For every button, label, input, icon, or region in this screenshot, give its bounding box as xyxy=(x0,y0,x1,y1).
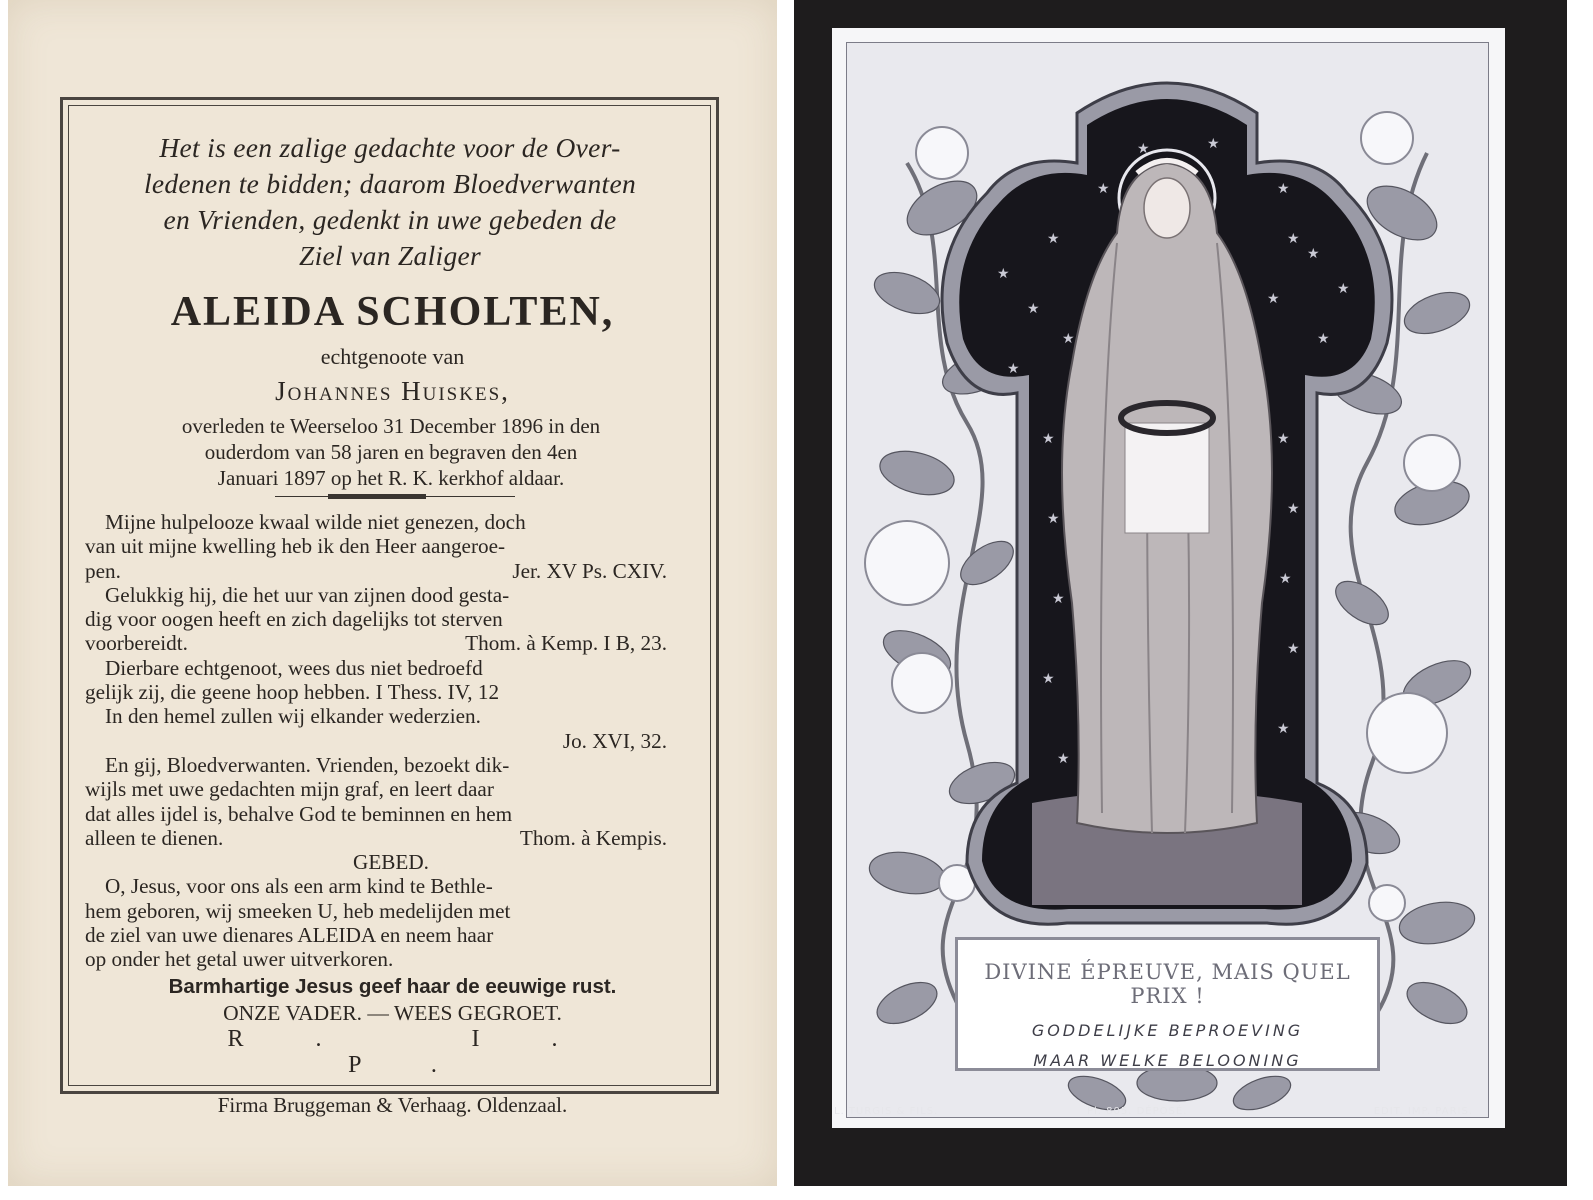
verse-reference: Jo. XVI, 32. xyxy=(562,728,667,753)
verse-line xyxy=(85,680,697,704)
verse-text: Gelukkig hij, die het uur van zijnen dood gesta- xyxy=(105,582,510,607)
intro-line: Ziel van Zaliger xyxy=(298,240,482,271)
verse-line xyxy=(85,631,697,655)
printer-imprint: Firma Bruggeman & Verhaag. Oldenzaal. xyxy=(217,1093,568,1117)
rip: R. I. P. xyxy=(227,1026,630,1078)
publisher-right: EDIT. IMP. PARIS. xyxy=(1373,1106,1473,1117)
svg-text:★: ★ xyxy=(1097,181,1110,197)
motto-dutch-line-2: MAAR WELKE BELOONING xyxy=(1033,1051,1302,1070)
motto-french: DIVINE ÉPREUVE, MAIS QUEL PRIX ! xyxy=(984,960,1351,1008)
verse-text: In den hemel zullen wij elkander wederzien. xyxy=(105,704,481,729)
verse-line xyxy=(85,753,697,777)
verse-text: Mijne hulpelooze kwaal wilde niet genezen, doch xyxy=(105,510,526,534)
motto-box xyxy=(955,937,1380,1071)
svg-text:★: ★ xyxy=(1137,141,1150,157)
spouse-name: Johannes Huiskes, xyxy=(275,376,510,406)
svg-text:★: ★ xyxy=(1287,501,1300,517)
svg-text:★: ★ xyxy=(1277,431,1290,447)
closing-block xyxy=(63,974,722,1078)
card-paper xyxy=(832,28,1505,1128)
svg-text:★: ★ xyxy=(1207,136,1220,152)
verse-line xyxy=(85,607,697,631)
verse-line xyxy=(85,850,697,874)
deceased-name: ALEIDA SCHOLTEN, xyxy=(170,289,615,335)
publisher-center: Pl. 805. DÉPOSÉ. xyxy=(1087,1106,1188,1117)
verse-text: de ziel van uwe dienares ALEIDA en neem haar xyxy=(85,923,494,948)
closing-prayer-bold: Barmhartige Jesus geef haar de eeuwige rust. xyxy=(168,975,617,998)
svg-text:★: ★ xyxy=(1047,511,1060,527)
svg-text:★: ★ xyxy=(1042,671,1055,687)
death-line: Januari 1897 op het R. K. kerkhof aldaar. xyxy=(217,466,565,490)
verse-line xyxy=(85,559,697,583)
intro-line: Het is een zalige gedachte voor de Over- xyxy=(159,132,621,163)
verse-line xyxy=(85,826,697,850)
verse-line xyxy=(85,777,697,801)
intro-line: ledenen te bidden; daarom Bloedverwanten xyxy=(143,168,637,199)
verses-block xyxy=(85,510,697,972)
verse-line xyxy=(85,874,697,898)
verse-text: En gij, Bloedverwanten. Vrienden, bezoekt dik- xyxy=(105,752,510,777)
svg-text:★: ★ xyxy=(1279,571,1292,587)
svg-text:★: ★ xyxy=(1277,721,1290,737)
verse-text: op onder het getal uwer uitverkoren. xyxy=(85,947,394,972)
verse-line xyxy=(85,923,697,947)
svg-text:★: ★ xyxy=(1287,231,1300,247)
text-frame xyxy=(60,97,719,1094)
verse-line xyxy=(85,583,697,607)
svg-text:★: ★ xyxy=(1337,281,1350,297)
svg-text:★: ★ xyxy=(1042,431,1055,447)
intro-text xyxy=(85,130,695,274)
svg-text:★: ★ xyxy=(1287,641,1300,657)
svg-text:★: ★ xyxy=(1007,361,1020,377)
verse-reference: Jer. XV Ps. CXIV. xyxy=(512,558,667,583)
verse-text: dig voor oogen heeft en zich dagelijks tot sterven xyxy=(85,607,503,632)
verse-text: voorbereidt. xyxy=(85,631,188,656)
verse-text: pen. xyxy=(85,558,121,583)
verse-reference: Thom. à Kemp. I B, 23. xyxy=(465,631,667,656)
death-details xyxy=(85,413,697,491)
intro-line: en Vrienden, gedenkt in uwe gebeden de xyxy=(163,204,617,235)
verse-line xyxy=(85,656,697,680)
verse-line xyxy=(85,510,697,534)
verse-text: O, Jesus, voor ons als een arm kind te Bethle- xyxy=(105,874,493,899)
publisher-left: L. TURGIS & FILS. xyxy=(834,1106,939,1117)
verse-text: alleen te dienen. xyxy=(85,825,224,850)
verse-text: gelijk zij, die geene hoop hebben. I Thess. IV, 12 xyxy=(85,680,500,705)
verse-line xyxy=(85,899,697,923)
svg-text:★: ★ xyxy=(1307,246,1320,262)
spouse-of-label: echtgenoote van xyxy=(320,344,465,369)
death-line: overleden te Weerseloo 31 December 1896 in den xyxy=(181,414,601,438)
svg-text:★: ★ xyxy=(1027,301,1040,317)
svg-text:★: ★ xyxy=(997,266,1010,282)
verse-reference: Thom. à Kempis. xyxy=(519,825,667,850)
verse-text: hem geboren, wij smeeken U, heb medelijden met xyxy=(85,898,511,923)
closing-prayers: ONZE VADER. — WEES GEGROET. xyxy=(223,1001,562,1025)
svg-text:★: ★ xyxy=(1047,231,1060,247)
death-line: ouderdom van 58 jaren en begraven den 4en xyxy=(204,440,578,464)
divider-thick xyxy=(328,494,426,499)
verse-line xyxy=(85,534,697,558)
verse-line xyxy=(85,802,697,826)
verse-text: dat alles ijdel is, behalve God te beminnen en hem xyxy=(85,801,513,826)
verse-line xyxy=(85,704,697,728)
verse-text: van uit mijne kwelling heb ik den Heer aangeroe- xyxy=(85,534,506,559)
motto-dutch-line-1: GODDELIJKE BEPROEVING xyxy=(1031,1021,1304,1040)
verse-text: wijls met uwe gedachten mijn graf, en leert daar xyxy=(85,777,494,802)
devotional-image xyxy=(846,42,1489,1118)
madonna-face xyxy=(1144,178,1190,238)
svg-text:★: ★ xyxy=(1062,331,1075,347)
publisher-imprint xyxy=(832,1103,1475,1123)
svg-text:★: ★ xyxy=(1277,181,1290,197)
svg-text:★: ★ xyxy=(1057,751,1070,767)
svg-text:★: ★ xyxy=(1267,291,1280,307)
left-memorial-card xyxy=(8,0,777,1186)
svg-text:★: ★ xyxy=(1317,331,1330,347)
svg-text:★: ★ xyxy=(1052,591,1065,607)
verse-line xyxy=(85,947,697,971)
verse-line xyxy=(85,729,697,753)
verse-text: Dierbare echtgenoot, wees dus niet bedroefd xyxy=(105,655,483,680)
verse-text: GEBED. xyxy=(353,850,429,875)
white-cloth xyxy=(1125,423,1209,533)
right-memorial-card xyxy=(794,0,1567,1186)
